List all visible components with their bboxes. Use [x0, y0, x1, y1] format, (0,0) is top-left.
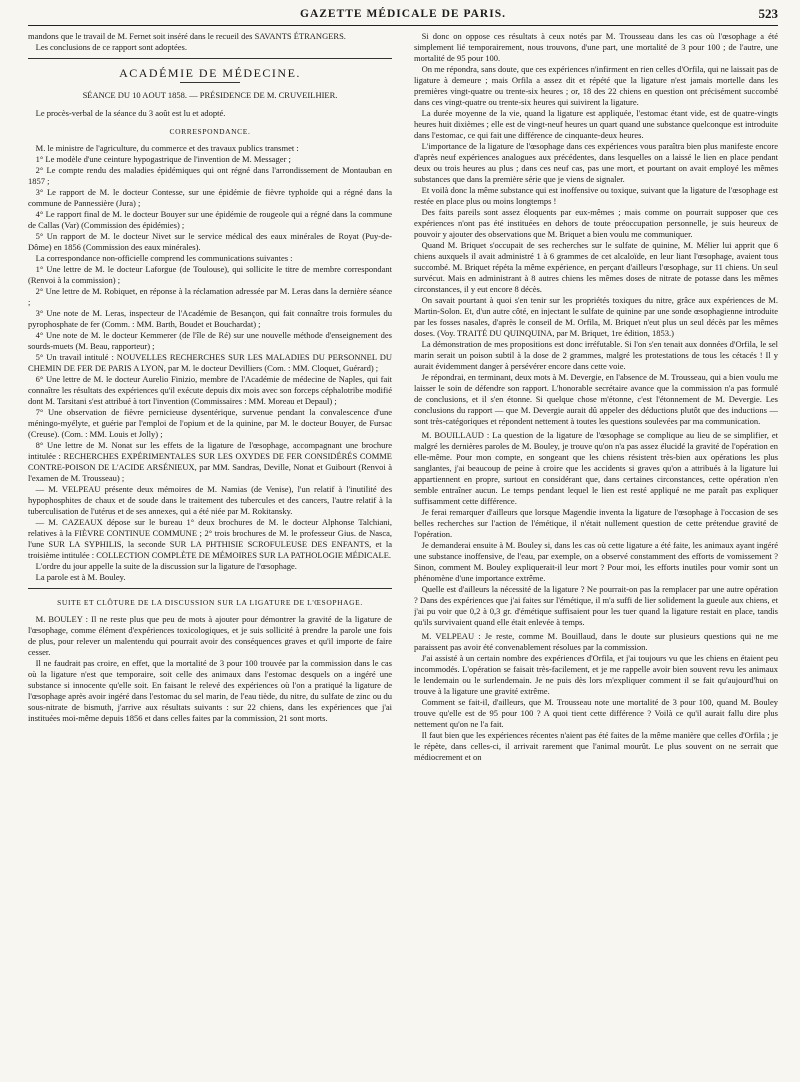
correspondence-paragraph: 8° Une lettre de M. Nonat sur les effets de la ligature de l'œsophage, accompagnant une brochure intitulée : RECHERCHES EXPÉRIMENTALES SUR LES OXYDES DE FER CONSIDÉRÉS COMME CONTRE-POISON DE L'ACIDE ARSÉNIEUX, par MM. Sandras, Deville, Nonat et Guibourt (Renvoi à l'examen de M. Trousseau) ;	[28, 440, 392, 483]
discussion-paragraph: M. BOULEY : Il ne reste plus que peu de mots à ajouter pour démontrer la gravité de la ligature de l'œsophage, comme élément d'expériences toxicologiques, et je suis sollicité à prendre la parole une fois de plus, pour relever un malentendu qui pourrait avoir des conséquences graves et qu'il importe de faire cesser.	[28, 614, 392, 657]
correspondence-paragraph: 4° Une note de M. le docteur Kemmerer (de l'île de Ré) sur une nouvelle méthode d'enseignement des sourds-muets (M. Beau, rapporteur) ;	[28, 330, 392, 351]
correspondence-paragraph: — M. CAZEAUX dépose sur le bureau 1° deux brochures de M. le docteur Alphonse Talchiani, relatives à la FIÈVRE CONTINUE COMMUNE ; 2° trois brochures de M. le professeur Gius. de Nasca, l'une SUR LA SYPHILIS, la seconde SUR LA PHTHISIE SCROFULEUSE DES ENFANTS, et la troisième intitulée : COLLECTION COMPLÈTE DE MÉMOIRES SUR LA PATHOLOGIE MÉDICALE.	[28, 517, 392, 560]
correspondence-paragraph: L'ordre du jour appelle la suite de la discussion sur la ligature de l'œsophage.	[35, 561, 297, 571]
correspondence-paragraph: 5° Un travail intitulé : NOUVELLES RECHERCHES SUR LES MALADIES DU PERSONNEL DU CHEMIN DE FER DE PARIS A LYON, par M. le docteur Devilliers (Com. : MM. Cloquet, Guérard) ;	[28, 352, 392, 373]
left-column	[28, 31, 392, 763]
correspondence-paragraph: 3° Une note de M. Leras, inspecteur de l'Académie de Besançon, qui fait connaître trois formules du pyrophosphate de fer (Comm. : MM. Barth, Boudet et Bouchardat) ;	[28, 308, 392, 329]
correspondence-paragraph: 1° Le modèle d'une ceinture hypogastrique de l'invention de M. Messager ;	[35, 154, 291, 164]
correspondence-paragraph: 4° Le rapport final de M. le docteur Bouyer sur une épidémie de rougeole qui a régné dans la commune de Callas (Var) (Commission des épidémies) ;	[28, 209, 392, 230]
correspondence-paragraph: 7° Une observation de fièvre pernicieuse dysentérique, survenue pendant la convalescence d'une méningo-myélyte, et guérie par l'emploi de l'opium et de la quinine, par M. le docteur Bouyer, de Fursac (Creuse). (Com. : MM. Louis et Jolly) ;	[28, 407, 392, 439]
speaker-paragraph: M. VELPEAU : Je reste, comme M. Bouillaud, dans le doute sur plusieurs questions qui ne me paraissent pas avoir été convenablement résolues par la commission.	[414, 631, 778, 652]
correspondence-paragraph: 5° Un rapport de M. le docteur Nivet sur le service médical des eaux minérales de Royat (Puy-de-Dôme) en 1856 (Commission des eaux minérales).	[28, 231, 392, 252]
paragraph: Comment se fait-il, d'ailleurs, que M. Trousseau note une mortalité de 3 pour 100, quand M. Bouley trouve qu'elle est de 95 pour 100 ? A quoi tient cette différence ? Voilà ce qu'il aurait fallu dire plus nettement qu'on ne l'a fait.	[414, 697, 778, 729]
paragraph: On me répondra, sans doute, que ces expériences n'infirment en rien celles d'Orfila, qui ne laissait pas de ligature à demeure ; mais Orfila a assez dit et répété que la ligature n'est jamais mortelle dans les premières vingt-quatre ou trente-six heures ; or, 18 des 22 chiens en question ont précisément succombé dans ces vingt-quatre ou trente-six heures qui suivirent la ligature.	[414, 64, 778, 107]
paragraph: La démonstration de mes propositions est donc irréfutable. Si l'on s'en tenait aux données d'Orfila, le sel marin serait un poison subtil à la dose de 2 grammes, malgré les protestations de tous les cétacés ! Il y aurait évidemment danger à persévérer encore dans cette voie.	[414, 339, 778, 371]
speaker-paragraph: M. BOUILLAUD : La question de la ligature de l'œsophage se complique au lieu de se simplifier, et malgré les dernières paroles de M. Bouley, je trouve qu'on n'a pas assez élucidé la gravité de l'opération en elle-même. Pour mon compte, en songeant que les chiens résistent très-bien aux opérations les plus sanglantes, j'ai beaucoup de peine à croire que les accidents si graves qu'on a attribués à la ligature lui appartiennent en propre, surtout en considérant que, dans certaines circonstances, cette opération n'en semble entraîner aucun. Le temps pendant lequel le lien est resté appliqué ne me paraît pas expliquer suffisamment cette différence.	[414, 430, 778, 506]
correspondence-paragraph: M. le ministre de l'agriculture, du commerce et des travaux publics transmet :	[35, 143, 299, 153]
discussion-heading: SUITE ET CLÔTURE DE LA DISCUSSION SUR LA LIGATURE DE L'ŒSOPHAGE.	[57, 598, 363, 607]
section-rule	[28, 588, 392, 589]
paragraph: Je ferai remarquer d'ailleurs que lorsque Magendie inventa la ligature de l'œsophage à l'occasion de ses belles recherches sur l'action de l'émétique, il n'était nullement question de cette prétendue gravité de l'opération.	[414, 507, 778, 539]
discussion-paragraph: Il ne faudrait pas croire, en effet, que la mortalité de 3 pour 100 trouvée par la commission dans le cas où la ligature n'est que temporaire, soit celle des animaux dans l'estomac desquels on a ingéré une substance si innocente qu'elle soit. En faisant le relevé des expériences où l'on a pratiqué la ligature de l'œsophage après avoir ingéré dans l'estomac du sel marin, de l'eau tiède, du nitre, du sulfate de zinc ou du sous-nitrate de bismuth, j'arrive aux résultats suivants : sur 22 chiens, dans les expériences que j'ai instituées moi-même depuis 1856 et dans celles faites par la commission, 21 sont morts.	[28, 658, 392, 723]
title-underline	[180, 82, 240, 83]
paragraph: La durée moyenne de la vie, quand la ligature est appliquée, l'estomac étant vide, est de quatre-vingts heures huit dixièmes ; elle est de vingt-neuf heures un quart quand une substance quelconque est introduite dans l'estomac, ce qui fait une différence de cinquante-deux heures.	[414, 108, 778, 140]
correspondence-paragraph: La correspondance non-officielle comprend les communications suivantes :	[35, 253, 293, 263]
paragraph: Et voilà donc la même substance qui est inoffensive ou toxique, suivant que la ligature de l'œsophage est restée en place plus ou moins longtemps !	[414, 185, 778, 206]
section-rule	[28, 58, 392, 59]
session-line: SÉANCE DU 10 AOUT 1858. — PRÉSIDENCE DE M. CRUVEILHIER.	[82, 90, 338, 100]
paragraph: Quelle est d'ailleurs la nécessité de la ligature ? Ne pourrait-on pas la remplacer par une autre opération ? Dans des expériences que j'ai faites sur l'émétique, il m'a suffi de lier solidement la gueule aux chiens, et j'ai pu voir que 0,2 à 0,3 gr. d'émétique suffisaient pour les tuer quand la ligature restait en place, tandis qu'ils survivaient quand elle était enlevée à temps.	[414, 584, 778, 627]
minutes-paragraph: Le procès-verbal de la séance du 3 août est lu et adopté.	[35, 108, 226, 118]
running-header	[28, 8, 778, 26]
correspondence-paragraph: 1° Une lettre de M. le docteur Laforgue (de Toulouse), qui sollicite le titre de membre correspondant (Renvoi à la commission) ;	[28, 264, 392, 285]
correspondence-paragraph: 6° Une lettre de M. le docteur Aurelio Finizio, membre de l'Académie de médecine de Naples, qui fait connaître les résultats des expériences qu'il exécute depuis dix mois avec son forceps céphalotribe modifié dont M. Tarsitani s'est attribué à tort l'invention (Commissaires : MM. Moreau et Depaul) ;	[28, 374, 392, 406]
continued-paragraph: mandons que le travail de M. Fernet soit inséré dans le recueil des SAVANTS ÉTRANGERS.	[28, 31, 346, 41]
two-column-body	[28, 31, 778, 763]
correspondence-paragraph: — M. VELPEAU présente deux mémoires de M. Namias (de Venise), l'un relatif à l'inutilité des hypophosphites de chaux et de soude dans le traitement des tubercules et des cancers, l'autre relatif à la tuberculisation de l'utérus et de ses annexes, qui a été niée par M. Rokitansky.	[28, 484, 392, 516]
right-column	[414, 31, 778, 763]
paragraph: Je demanderai ensuite à M. Bouley si, dans les cas où cette ligature a été faite, les animaux ayant ingéré une substance inoffensive, de l'eau, par exemple, on a observé constamment des efforts de vomissement ? Sinon, comment M. Bouley expliquerait-il leur mort ? Pour moi, les efforts inutiles pour vomir sont un phénomène d'une importance extrême.	[414, 540, 778, 583]
paragraph: Des faits pareils sont assez éloquents par eux-mêmes ; mais comme on pourrait supposer que ces expériences n'ont pas été instituées en dehors de toute préoccupation personnelle, je suis heureux de pouvoir y ajouter des observations que M. Briquet a bien voulu me communiquer.	[414, 207, 778, 239]
paragraph: L'importance de la ligature de l'œsophage dans ces expériences vous paraîtra bien plus manifeste encore d'après neuf expériences analogues aux précédentes, dans lesquelles on a laissé le lien en place pendant deux ou trois heures au plus ; dans ces neuf cas, pas une mort, et pourtant on avait employé les mêmes substances que dans la première série que je viens de signaler.	[414, 141, 778, 184]
journal-title: GAZETTE MÉDICALE DE PARIS.	[300, 8, 506, 20]
paragraph: Il faut bien que les expériences récentes n'aient pas été faites de la même manière que celles d'Orfila ; je le répète, dans celles-ci, il arrivait rarement que l'animal mourût. Le plus souvent on ne serrait que médiocrement et on	[414, 730, 778, 762]
paragraph: Les conclusions de ce rapport sont adoptées.	[35, 42, 187, 52]
paragraph: Je répondrai, en terminant, deux mots à M. Devergie, en l'absence de M. Trousseau, qui a bien voulu me laisser le soin de défendre son rapport. L'honorable secrétaire avance que la commission n'a pas formulé de conclusions, et il s'en étonne. Si quelque chose m'étonne, c'est l'étonnement de M. Devergie. Les conclusions du rapport — que M. Devergie aurait dû appeler des déductions plutôt que des inductions — sont très-catégoriques et répondent nettement à toutes les questions soulevées par ma communication.	[414, 372, 778, 426]
correspondence-paragraph: La parole est à M. Bouley.	[35, 572, 126, 582]
section-title: ACADÉMIE DE MÉDECINE.	[119, 66, 301, 80]
correspondence-paragraph: 2° Le compte rendu des maladies épidémiques qui ont régné dans l'arrondissement de Montauban en 1857 ;	[28, 165, 392, 186]
paragraph: Si donc on oppose ces résultats à ceux notés par M. Trousseau dans les cas où l'œsophage a été simplement lié temporairement, nous trouvons, d'une part, une mortalité de 3 pour 100 ; de l'autre, une mortalité de 95 pour 100.	[414, 31, 778, 63]
page-number: 523	[758, 6, 778, 21]
paragraph: On savait pourtant à quoi s'en tenir sur les propriétés toxiques du nitre, grâce aux expériences de M. Martin-Solon. Et, d'un autre côté, en injectant le sulfate de quinine par une sonde œsophagienne introduite par les fosses nasales, d'après le conseil de M. Orfila, M. Briquet n'eut plus un seul décès par les mêmes doses. (Voy. TRAITÉ DU QUINQUINA, par M. Briquet, 1re édition, 1853.)	[414, 295, 778, 338]
paragraph: Quand M. Briquet s'occupait de ses recherches sur le sulfate de quinine, M. Mélier lui apprit que 6 chiens auxquels il avait administré 1 à 6 grammes de cet alcaloïde, en leur liant l'œsophage, avaient tous succombé. M. Briquet répéta la même expérience, en perçant d'ailleurs l'œsophage, sur 11 chiens. Un seul survécut. Mais en administrant à 8 autres chiens les mêmes doses de nitrate de potasse dans les mêmes circonstances, il y eut encore 8 décès.	[414, 240, 778, 294]
correspondence-paragraph: 2° Une lettre de M. Robiquet, en réponse à la réclamation adressée par M. Leras dans la dernière séance ;	[28, 286, 392, 307]
correspondence-heading: CORRESPONDANCE.	[169, 127, 251, 136]
correspondence-paragraph: 3° Le rapport de M. le docteur Contesse, sur une épidémie de fièvre typhoïde qui a régné dans la commune de Pannessière (Jura) ;	[28, 187, 392, 208]
paragraph: J'ai assisté à un certain nombre des expériences d'Orfila, et j'ai toujours vu que les chiens en étaient peu incommodés. L'opération se faisait très-facilement, et je me rappelle avoir bien souvent revu les animaux le lendemain ou le surlendemain. Je ne puis dès lors m'expliquer comment il se fait qu'aujourd'hui on trouve à la ligature une gravité extrême.	[414, 653, 778, 696]
